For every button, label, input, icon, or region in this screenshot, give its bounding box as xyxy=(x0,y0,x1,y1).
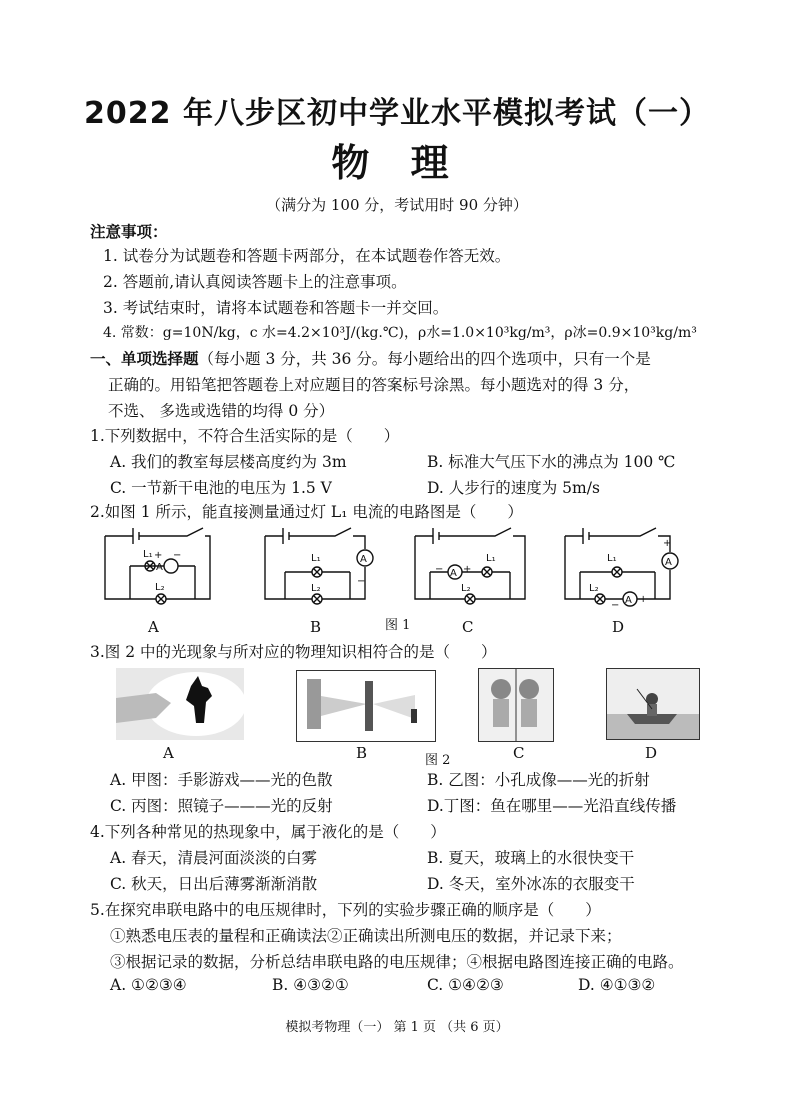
circuit-d xyxy=(565,528,678,606)
q5-option-d: D. ④①③② xyxy=(578,976,656,994)
fig1-label-a: A xyxy=(148,618,159,636)
photo-fishing xyxy=(606,668,700,740)
svg-text:−: − xyxy=(611,600,620,611)
q1-option-a: A. 我们的教室每层楼高度约为 3m xyxy=(110,453,347,471)
svg-text:A: A xyxy=(450,568,457,579)
fig2-label-b: B xyxy=(356,744,368,762)
notice-item-1: 1. 试卷分为试题卷和答题卡两部分，在本试题卷作答无效。 xyxy=(103,247,511,265)
section1-desc-2: 正确的。用铅笔把答题卷上对应题目的答案标号涂黑。每小题选对的得 3 分， xyxy=(108,376,640,394)
q5-option-b: B. ④③②① xyxy=(272,976,349,994)
svg-text:A: A xyxy=(360,554,367,565)
q3-option-d: D.丁图：鱼在哪里——光沿直线传播 xyxy=(427,797,677,815)
svg-text:L₁: L₁ xyxy=(143,549,153,560)
svg-text:L₁: L₁ xyxy=(486,553,496,564)
svg-text:L₁: L₁ xyxy=(607,553,617,564)
svg-text:L₂: L₂ xyxy=(311,583,321,594)
svg-text:−: − xyxy=(435,564,444,575)
fig2-label-d: D xyxy=(645,744,658,762)
svg-text:L₂: L₂ xyxy=(589,583,599,594)
q1-option-c: C. 一节新干电池的电压为 1.5 V xyxy=(110,479,332,497)
svg-text:+: + xyxy=(663,538,672,549)
svg-text:−: − xyxy=(173,550,182,561)
photo-pinhole xyxy=(296,670,436,742)
page-footer: 模拟考物理（一） 第 1 页 （共 6 页） xyxy=(285,1020,509,1035)
fig1-label-d: D xyxy=(612,618,625,636)
svg-text:A: A xyxy=(665,557,672,568)
q2-stem: 2.如图 1 所示，能直接测量通过灯 L₁ 电流的电路图是（ ） xyxy=(90,503,523,521)
notice-item-2: 2. 答题前,请认真阅读答题卡上的注意事项。 xyxy=(103,273,407,291)
svg-text:L₂: L₂ xyxy=(461,583,471,594)
q4-option-a: A. 春天，清晨河面淡淡的白雾 xyxy=(110,849,318,867)
section1-desc-1: （每小题 3 分，共 36 分。每小题给出的四个选项中，只有一个是 xyxy=(198,350,651,368)
page-title: 2022 年八步区初中学业水平模拟考试（一） xyxy=(84,96,710,131)
fig1-caption: 图 1 xyxy=(385,618,411,633)
svg-text:+: + xyxy=(154,550,163,561)
q5-stem: 5.在探究串联电路中的电压规律时，下列的实验步骤正确的顺序是（ ） xyxy=(90,901,601,919)
q1-stem: 1.下列数据中，不符合生活实际的是（ ） xyxy=(90,427,400,445)
figure-1-circuits xyxy=(95,524,695,614)
notice-heading: 注意事项： xyxy=(90,223,168,241)
notice-item-3: 3. 考试结束时，请将本试题卷和答题卡一并交回。 xyxy=(103,299,449,317)
q4-stem: 4.下列各种常见的热现象中，属于液化的是（ ） xyxy=(90,823,446,841)
q3-stem: 3.图 2 中的光现象与所对应的物理知识相符合的是（ ） xyxy=(90,643,497,661)
section1-heading: 一、单项选择题 xyxy=(90,350,199,368)
q4-option-b: B. 夏天，玻璃上的水很快变干 xyxy=(427,849,635,867)
svg-text:+: + xyxy=(463,564,472,575)
q5-option-a: A. ①②③④ xyxy=(110,976,187,994)
photo-mirror xyxy=(478,668,554,742)
svg-text:L₁: L₁ xyxy=(311,553,321,564)
photo-hand-shadow xyxy=(116,668,244,740)
svg-text:−: − xyxy=(357,576,366,587)
svg-text:+: + xyxy=(639,594,648,605)
svg-text:A: A xyxy=(156,562,163,573)
q5-option-c: C. ①④②③ xyxy=(427,976,504,994)
score-note: （满分为 100 分，考试用时 90 分钟） xyxy=(266,196,528,214)
notice-item-4: 4. 常数：g=10N/kg，c 水=4.2×10³J/(kg.℃)，ρ水=1.0×10³kg/m³，ρ冰=0.9×10³kg/m³ xyxy=(103,325,697,341)
svg-text:L₂: L₂ xyxy=(155,582,165,593)
q4-option-d: D. 冬天，室外冰冻的衣服变干 xyxy=(427,875,635,893)
section1-line1 xyxy=(90,347,651,369)
q3-option-a: A. 甲图：手影游戏——光的色散 xyxy=(110,771,333,789)
fig2-caption: 图 2 xyxy=(425,753,451,768)
fig1-label-b: B xyxy=(310,618,322,636)
subject-title: 物 理 xyxy=(331,141,463,185)
q5-line-2: ③根据记录的数据，分析总结串联电路的电压规律；④根据电路图连接正确的电路。 xyxy=(110,953,684,971)
section1-desc-3: 不选、 多选或选错的均得 0 分） xyxy=(108,402,335,420)
q3-option-c: C. 丙图：照镜子———光的反射 xyxy=(110,797,333,815)
q5-line-1: ①熟悉电压表的量程和正确读法②正确读出所测电压的数据，并记录下来； xyxy=(110,927,622,945)
svg-text:A: A xyxy=(625,595,632,606)
fig2-label-c: C xyxy=(513,744,525,762)
fig2-label-a: A xyxy=(163,744,174,762)
fig1-label-c: C xyxy=(462,618,474,636)
q1-option-d: D. 人步行的速度为 5m/s xyxy=(427,479,600,497)
q4-option-c: C. 秋天，日出后薄雾渐渐消散 xyxy=(110,875,318,893)
q3-option-b: B. 乙图：小孔成像——光的折射 xyxy=(427,771,650,789)
q1-option-b: B. 标准大气压下水的沸点为 100 ℃ xyxy=(427,453,676,471)
